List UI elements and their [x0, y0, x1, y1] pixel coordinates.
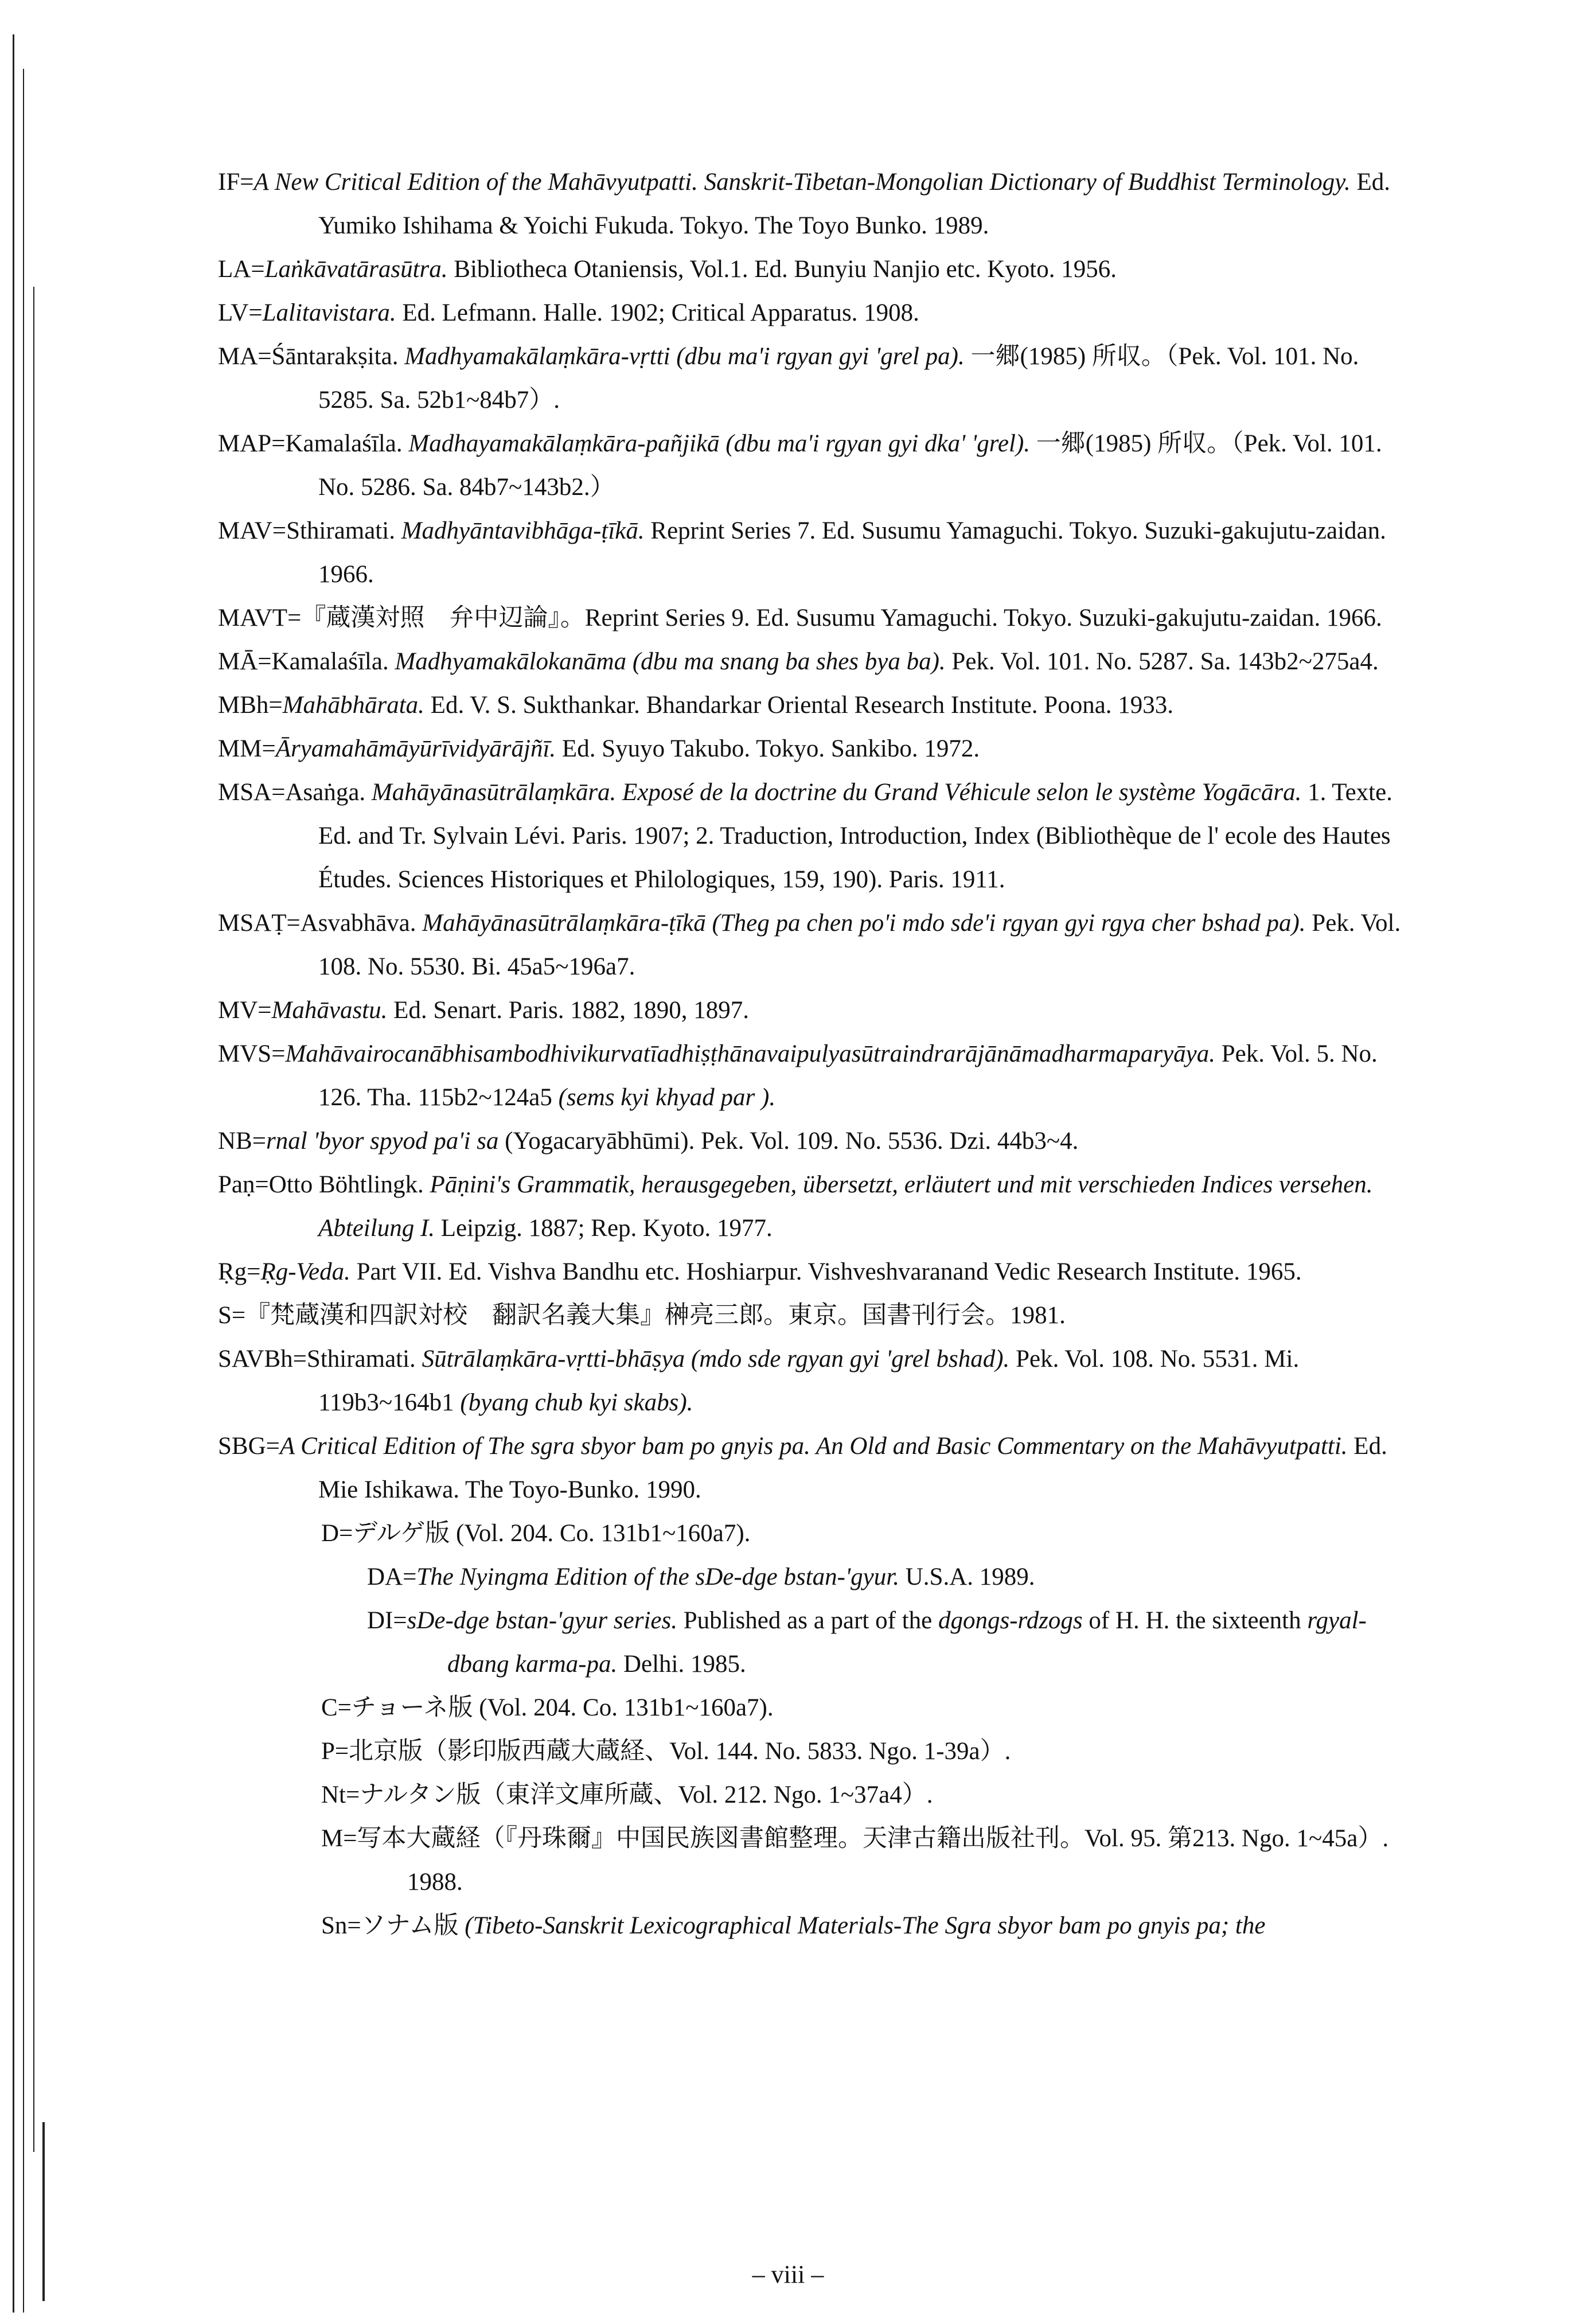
entry-details: Pek. Vol. 108. No. 5530. Bi. 45a5~196a7.	[318, 910, 1401, 980]
bibliography-entry	[367, 1599, 1411, 1686]
bibliography-entry	[218, 509, 1411, 596]
entry-details: Bibliotheca Otaniensis, Vol.1. Ed. Bunyiu Nanjio etc. Kyoto. 1956.	[447, 256, 1117, 283]
entry-title: Laṅkāvatārasūtra.	[264, 256, 448, 283]
bibliography-entry	[218, 248, 1411, 291]
entry-author: Sthiramati.	[306, 1346, 422, 1372]
entry-title: Lalitavistara.	[262, 299, 396, 326]
bibliography-entry	[218, 1163, 1411, 1250]
entry-details: Part VII. Ed. Vishva Bandhu etc. Hoshiarpur. Vishveshvaranand Vedic Research Institute. 1965.	[350, 1258, 1302, 1285]
entry-key: MA=	[218, 343, 272, 370]
entry-title: Mahāyānasūtrālaṃkāra-ṭīkā (Theg pa chen po'i mdo sde'i rgyan gyi rgya cher bshad pa).	[422, 910, 1306, 937]
entry-key: MĀ=	[218, 648, 272, 675]
entry-title: Sūtrālaṃkāra-vṛtti-bhāṣya (mdo sde rgyan gyi 'grel bshad).	[422, 1346, 1010, 1372]
entry-author: Otto Böhtlingk.	[268, 1171, 430, 1198]
entry-subtitle: rgyal-dbang karma-pa.	[447, 1607, 1367, 1678]
entry-key: IF=	[218, 169, 254, 196]
entry-author: 写本大蔵経（『丹珠爾』中国民族図書館整理。天津古籍出版社刊。Vol. 95. 第213. Ngo. 1~45a）. 1988.	[357, 1825, 1389, 1896]
entry-details: Published as a part of the	[677, 1607, 938, 1634]
entry-details: Pek. Vol. 5. No. 126. Tha. 115b2~124a5	[318, 1040, 1378, 1111]
entry-details: of H. H. the sixteenth	[1082, 1607, 1308, 1634]
entry-details: Ed. V. S. Sukthankar. Bhandarkar Oriental Research Institute. Poona. 1933.	[424, 692, 1174, 719]
entry-key: MAP=	[218, 430, 286, 457]
entry-key: S=	[218, 1302, 246, 1329]
entry-details: U.S.A. 1989.	[899, 1563, 1035, 1590]
entry-author: デルゲ版 (Vol. 204. Co. 131b1~160a7).	[353, 1520, 751, 1547]
bibliography-entry	[218, 1120, 1411, 1163]
entry-details: Delhi. 1985.	[617, 1651, 746, 1678]
entry-key: NB=	[218, 1128, 266, 1155]
entry-details: Ed. Yumiko Ishihama & Yoichi Fukuda. Tokyo. The Toyo Bunko. 1989.	[318, 169, 1391, 239]
entry-details: Reprint Series 9. Ed. Susumu Yamaguchi. Tokyo. Suzuki-gakujutu-zaidan. 1966.	[584, 605, 1382, 631]
entry-title: Mahāvastu.	[271, 997, 388, 1024]
entry-author: Asvabhāva.	[300, 910, 423, 937]
entry-author: ソナム版	[361, 1912, 465, 1939]
entry-details: Ed. Senart. Paris. 1882, 1890, 1897.	[387, 997, 750, 1024]
entry-subtitle: (sems kyi khyad par ).	[558, 1084, 776, 1111]
entry-subtitle: (byang chub kyi skabs).	[460, 1389, 693, 1416]
abbreviation-list	[218, 161, 1411, 1512]
entry-key: MAV=	[218, 517, 287, 544]
entry-key: DA=	[367, 1563, 417, 1590]
entry-details: Pek. Vol. 101. No. 5287. Sa. 143b2~275a4.	[945, 648, 1379, 675]
entry-details: Leipzig. 1887; Rep. Kyoto. 1977.	[435, 1215, 773, 1242]
entry-key: MSAṬ=	[218, 910, 301, 937]
bibliography-entry	[218, 422, 1411, 509]
entry-subtitle: dgongs-rdzogs	[938, 1607, 1083, 1634]
entry-key: LV=	[218, 299, 263, 326]
bibliography-entry	[218, 161, 1411, 248]
entry-key: D=	[321, 1520, 353, 1547]
entry-details: Pek. Vol. 108. No. 5531. Mi. 119b3~164b1	[318, 1346, 1300, 1416]
entry-key: LA=	[218, 256, 265, 283]
entry-key: MSA=	[218, 779, 286, 806]
bibliography-entry	[321, 1512, 1411, 1555]
entry-key: MVS=	[218, 1040, 286, 1067]
bibliography-entry	[218, 1425, 1411, 1512]
entry-details: Reprint Series 7. Ed. Susumu Yamaguchi. Tokyo. Suzuki-gakujutu-zaidan. 1966.	[318, 517, 1386, 588]
entry-key: DI=	[367, 1607, 407, 1634]
entry-author: Asaṅga.	[285, 779, 372, 806]
sub-abbreviation-list	[218, 1512, 1411, 1948]
entry-details: (Yogacaryābhūmi). Pek. Vol. 109. No. 5536. Dzi. 44b3~4.	[498, 1128, 1079, 1155]
bibliography-entry	[321, 1730, 1411, 1773]
entry-author: Sthiramati.	[286, 517, 401, 544]
bibliography-entry	[321, 1904, 1411, 1948]
entry-details: 一郷(1985) 所収。（Pek. Vol. 101. No. 5285. Sa. 52b1~84b7）.	[318, 343, 1359, 414]
entry-key: SAVBh=	[218, 1346, 307, 1372]
entry-title: (Tibeto-Sanskrit Lexicographical Materials-The Sgra sbyor bam po gnyis pa; the	[465, 1912, 1266, 1939]
entry-title: Madhyamakālaṃkāra-vṛtti (dbu ma'i rgyan gyi 'grel pa).	[404, 343, 965, 370]
bibliography-entry	[321, 1773, 1411, 1817]
bibliography-page	[218, 161, 1411, 1948]
entry-author: 『蔵漢対照 弁中辺論』。	[301, 605, 585, 631]
entry-key: Paṇ=	[218, 1171, 269, 1198]
bibliography-entry	[218, 640, 1411, 684]
entry-title: Madhyamakālokanāma (dbu ma snang ba shes bya ba).	[395, 648, 946, 675]
entry-key: MV=	[218, 997, 272, 1024]
page-number: – viii –	[752, 2260, 824, 2288]
entry-title: Madhyāntavibhāga-ṭīkā.	[401, 517, 645, 544]
entry-author: Śāntarakṣita.	[271, 343, 405, 370]
entry-author: チョーネ版 (Vol. 204. Co. 131b1~160a7).	[351, 1694, 774, 1721]
entry-title: Madhayamakālaṃkāra-pañjikā (dbu ma'i rgyan gyi dka' 'grel).	[408, 430, 1031, 457]
bibliography-entry	[321, 1686, 1411, 1730]
entry-details: Ed. Lefmann. Halle. 1902; Critical Apparatus. 1908.	[396, 299, 919, 326]
entry-details: Ed. Syuyo Takubo. Tokyo. Sankibo. 1972.	[556, 735, 980, 762]
entry-title: Ṛg-Veda.	[260, 1258, 350, 1285]
binding-edge-marks	[0, 0, 63, 2324]
entry-title: The Nyingma Edition of the sDe-dge bstan-'gyur.	[416, 1563, 899, 1590]
entry-title: Mahāyānasūtrālaṃkāra. Exposé de la doctrine du Grand Véhicule selon le système Yogācāra.	[371, 779, 1302, 806]
entry-author: 『梵蔵漢和四訳対校 翻訳名義大集』榊亮三郎。東京。国書刊行会。1981.	[245, 1302, 1066, 1329]
bibliography-entry	[218, 291, 1411, 335]
entry-key: Sn=	[321, 1912, 361, 1939]
bibliography-entry	[218, 596, 1411, 640]
entry-author: 北京版（影印版西蔵大蔵経、Vol. 144. No. 5833. Ngo. 1-39a）.	[349, 1738, 1011, 1765]
entry-key: MBh=	[218, 692, 283, 719]
entry-key: MM=	[218, 735, 276, 762]
entry-title: Pāṇini's Grammatik, herausgegeben, übersetzt, erläutert und mit verschieden Indices versehen. Abteilung I.	[318, 1171, 1373, 1242]
entry-key: C=	[321, 1694, 352, 1721]
entry-details: Ed. Mie Ishikawa. The Toyo-Bunko. 1990.	[318, 1433, 1387, 1503]
entry-title: A Critical Edition of The sgra sbyor bam po gnyis pa. An Old and Basic Commentary on the Mahāvyutpatti.	[279, 1433, 1348, 1460]
bibliography-entry	[367, 1555, 1411, 1599]
bibliography-entry	[218, 1032, 1411, 1120]
bibliography-entry	[218, 684, 1411, 727]
bibliography-entry	[218, 989, 1411, 1032]
entry-details: 一郷(1985) 所収。（Pek. Vol. 101. No. 5286. Sa. 84b7~143b2.）	[318, 430, 1382, 501]
entry-title: rnal 'byor spyod pa'i sa	[266, 1128, 499, 1155]
bibliography-entry	[321, 1817, 1411, 1904]
bibliography-entry	[218, 771, 1411, 902]
bibliography-entry	[218, 1250, 1411, 1294]
entry-key: SBG=	[218, 1433, 280, 1460]
entry-details: 1. Texte. Ed. and Tr. Sylvain Lévi. Paris. 1907; 2. Traduction, Introduction, Index (Bibliothèque de l' ecole des Hautes Études. Sciences Historiques et Philologiques, 159, 190). Paris. 1911.	[318, 779, 1392, 893]
entry-author: Kamalaśīla.	[285, 430, 409, 457]
bibliography-entry	[218, 335, 1411, 422]
bibliography-entry	[218, 902, 1411, 989]
entry-author: Kamalaśīla.	[271, 648, 395, 675]
entry-key: Ṛg=	[218, 1258, 261, 1285]
bibliography-entry	[218, 727, 1411, 771]
entry-key: P=	[321, 1738, 349, 1765]
entry-title: sDe-dge bstan-'gyur series.	[407, 1607, 677, 1634]
entry-title: Mahāvairocanābhisambodhivikurvatīadhiṣṭhānavaipulyasūtraindrarājānāmadharmaparyāya.	[285, 1040, 1216, 1067]
entry-title: A New Critical Edition of the Mahāvyutpatti. Sanskrit-Tibetan-Mongolian Dictionary of Buddhist Terminology.	[253, 169, 1351, 196]
bibliography-entry	[218, 1294, 1411, 1338]
entry-title: Mahābhārata.	[282, 692, 424, 719]
entry-author: ナルタン版（東洋文庫所蔵、Vol. 212. Ngo. 1~37a4）.	[360, 1781, 933, 1808]
entry-key: Nt=	[321, 1781, 360, 1808]
entry-key: MAVT=	[218, 605, 302, 631]
entry-title: Āryamahāmāyūrīvidyārājñī.	[275, 735, 556, 762]
entry-key: M=	[321, 1825, 357, 1852]
bibliography-entry	[218, 1338, 1411, 1425]
